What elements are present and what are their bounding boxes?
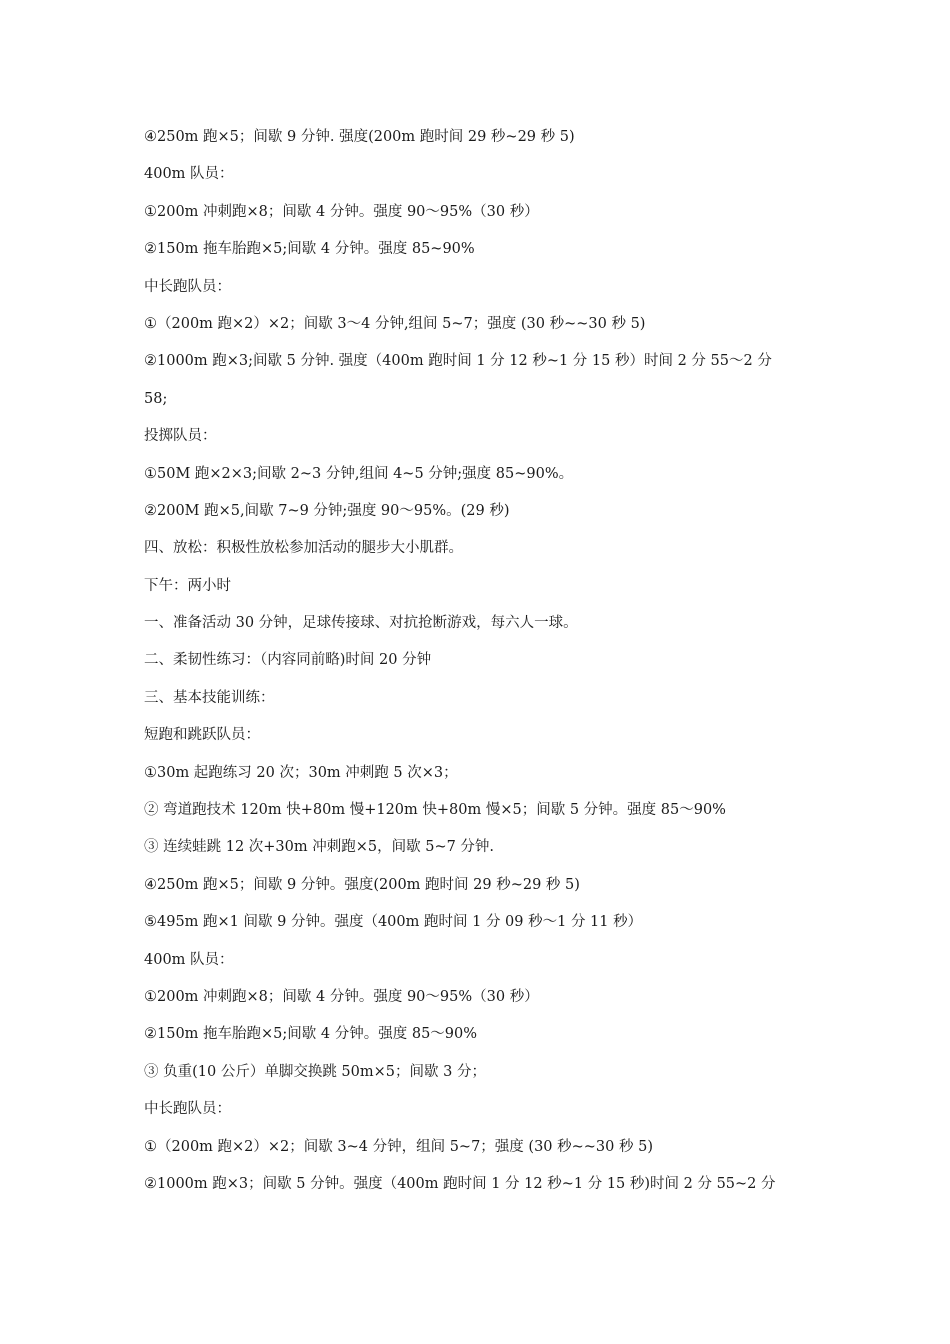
section-heading: 三、基本技能训练： [144, 689, 275, 706]
text-line: ①50M 跑×2×3;间歇 2~3 分钟,组间 4~5 分钟;强度 85~90%。 [144, 465, 574, 482]
document-body [144, 124, 814, 1208]
text-line: 二、柔韧性练习：（内容同前略)时间 20 分钟 [144, 652, 432, 669]
text-line: ①（200m 跑×2）×2；间歇 3~4 分钟，组间 5~7；强度 (30 秒~~30 秒 5) [144, 1138, 653, 1155]
text-line: ④250m 跑×5；间歇 9 分钟. 强度(200m 跑时间 29 秒~29 秒 5) [144, 129, 575, 145]
section-heading: 中长跑队员： [144, 1101, 231, 1118]
text-line: ①200m 冲刺跑×8；间歇 4 分钟。强度 90～95%（30 秒） [144, 203, 539, 220]
text-line: ②1000m 跑×3；间歇 5 分钟。强度（400m 跑时间 1 分 12 秒~1 分 15 秒)时间 2 分 55~2 分 [144, 1175, 776, 1192]
section-heading: 投掷队员： [144, 428, 217, 445]
text-line: ②150m 拖车胎跑×5;间歇 4 分钟。强度 85～90% [144, 1026, 478, 1043]
section-heading: 中长跑队员： [144, 278, 231, 295]
section-heading: 短跑和跳跃队员： [144, 727, 260, 744]
text-line: ①（200m 跑×2）×2；间歇 3～4 分钟,组间 5~7；强度 (30 秒~~30 秒 5) [144, 315, 646, 332]
text-line: 58; [144, 390, 168, 407]
text-line: ②200M 跑×5,间歇 7~9 分钟;强度 90～95%。(29 秒) [144, 502, 510, 519]
text-line: ③ 负重(10 公斤）单脚交换跳 50m×5；间歇 3 分； [144, 1063, 486, 1080]
text-line: ②1000m 跑×3;间歇 5 分钟. 强度（400m 跑时间 1 分 12 秒~1 分 15 秒）时间 2 分 55～2 分 [144, 353, 772, 370]
section-heading: 400m 队员： [144, 166, 234, 183]
text-line: ①30m 起跑练习 20 次；30m 冲刺跑 5 次×3； [144, 764, 458, 781]
text-line: ② 弯道跑技术 120m 快+80m 慢+120m 快+80m 慢×5；间歇 5 分钟。强度 85～90% [144, 802, 726, 819]
section-heading: 四、放松：积极性放松参加活动的腿步大小肌群。 [144, 540, 463, 557]
section-heading: 400m 队员： [144, 951, 234, 968]
text-line: ④250m 跑×5；间歇 9 分钟。强度(200m 跑时间 29 秒~29 秒 5) [144, 876, 580, 893]
text-line: ③ 连续蛙跳 12 次+30m 冲刺跑×5，间歇 5~7 分钟. [144, 839, 495, 856]
text-line: 一、准备活动 30 分钟，足球传接球、对抗抢断游戏，每六人一球。 [144, 615, 578, 632]
text-line: ⑤495m 跑×1 间歇 9 分钟。强度（400m 跑时间 1 分 09 秒～1 分 11 秒） [144, 914, 643, 931]
section-heading: 下午：两小时 [144, 577, 231, 594]
text-line: ②150m 拖车胎跑×5;间歇 4 分钟。强度 85~90% [144, 241, 475, 258]
text-line: ①200m 冲刺跑×8；间歇 4 分钟。强度 90～95%（30 秒） [144, 988, 539, 1005]
